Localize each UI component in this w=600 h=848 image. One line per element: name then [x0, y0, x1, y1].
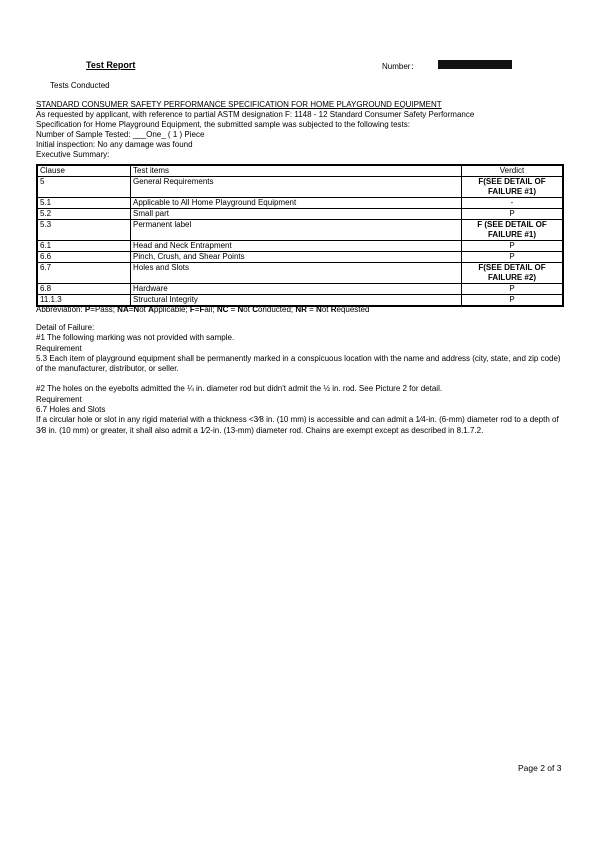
- report-title: Test Report: [86, 60, 136, 70]
- verdict-cell: F(SEE DETAIL OF FAILURE #1): [462, 177, 564, 198]
- abbr-text: ot: [139, 305, 149, 314]
- table-row: [37, 241, 563, 252]
- intro-line: As requested by applicant, with reference to partial ASTM designation F: 1148 - 12 Standard Consumer Safety Performance: [36, 110, 475, 119]
- verdict-cell: P: [462, 209, 564, 220]
- clause-cell: 6.6: [37, 252, 131, 263]
- abbr-key: N: [237, 305, 244, 314]
- clause-cell: 5.2: [37, 209, 131, 220]
- executive-summary-label: Executive Summary:: [36, 150, 110, 159]
- clause-cell: 11.1.3: [37, 295, 131, 307]
- table-row: [37, 177, 563, 198]
- abbr-key: NR: [295, 305, 307, 314]
- abbr-text: onducted;: [257, 305, 296, 314]
- executive-summary-table: [36, 164, 564, 307]
- intro-block: [36, 100, 566, 160]
- verdict-cell: P: [462, 241, 564, 252]
- abbr-text: =Pass;: [90, 305, 118, 314]
- failure-1-requirement-text: 5.3 Each item of playground equipment shall be permanently marked in a conspicuous location with the name and address (city, state, and zip code) of the manufacturer, distributor, or seller.: [36, 353, 561, 374]
- verdict-cell: P: [462, 252, 564, 263]
- test-item-cell: Applicable to All Home Playground Equipment: [131, 198, 462, 209]
- failure-2-requirement-label: Requirement: [36, 394, 82, 404]
- failure-2-requirement-text: If a circular hole or slot in any rigid material with a thickness <3⁄8 in. (10 mm) is accessible and can admit a 1⁄4-in. (6-mm) diameter rod to a depth of 3⁄8 in. (10 mm) or greater, it shall also admit a 1⁄2-in. (13-mm) diameter rod. Chains are exempt except as described in 8.1.7.2.: [36, 415, 559, 435]
- tests-conducted-label: Tests Conducted: [50, 81, 110, 90]
- test-item-cell: Hardware: [131, 284, 462, 295]
- verdict-cell: -: [462, 198, 564, 209]
- failure-details: [36, 323, 564, 436]
- column-header-verdict: Verdict: [462, 165, 564, 177]
- clause-cell: 5.1: [37, 198, 131, 209]
- test-item-cell: Structural Integrity: [131, 295, 462, 307]
- abbr-text: ail;: [204, 305, 217, 314]
- detail-heading: Detail of Failure:: [36, 323, 95, 332]
- column-header-clause: Clause: [37, 165, 131, 177]
- abbr-key: NA: [117, 305, 129, 314]
- sample-count-line: Number of Sample Tested: ___One_ ( 1 ) Piece: [36, 130, 205, 139]
- test-item-cell: Head and Neck Entrapment: [131, 241, 462, 252]
- test-item-cell: General Requirements: [131, 177, 462, 198]
- report-number-label: Number：: [382, 62, 419, 71]
- abbr-text: pplicable;: [153, 305, 190, 314]
- table-row: [37, 263, 563, 284]
- abbr-text: ot: [243, 305, 253, 314]
- abbr-key: N: [316, 305, 322, 314]
- abbreviation-line: [36, 305, 369, 314]
- failure-1-requirement-label: Requirement: [36, 343, 82, 353]
- abbr-text: ot: [321, 305, 331, 314]
- abbr-key: C: [252, 305, 258, 314]
- test-item-cell: Small part: [131, 209, 462, 220]
- abbr-key: F: [199, 305, 205, 314]
- table-row: [37, 209, 563, 220]
- table-row: [37, 198, 563, 209]
- test-item-cell: Permanent label: [131, 220, 462, 241]
- clause-cell: 5: [37, 177, 131, 198]
- abbr-text: =: [306, 305, 317, 314]
- verdict-cell: F (SEE DETAIL OF FAILURE #1): [462, 220, 564, 241]
- clause-cell: 6.8: [37, 284, 131, 295]
- intro-line: Specification for Home Playground Equipment, the submitted sample was subjected to the following tests:: [36, 120, 410, 129]
- verdict-cell: P: [462, 295, 564, 307]
- clause-cell: 6.7: [37, 263, 131, 284]
- table-row: [37, 252, 563, 263]
- abbr-key: P: [84, 305, 91, 314]
- failure-2-title: #2 The holes on the eyebolts admitted the ¼ in. diameter rod but didn't admit the ½ in. rod. See Picture 2 for detail.: [36, 384, 443, 394]
- verdict-cell: P: [462, 284, 564, 295]
- table-row: [37, 220, 563, 241]
- abbr-key: N: [133, 305, 140, 314]
- verdict-cell: F(SEE DETAIL OF FAILURE #2): [462, 263, 564, 284]
- failure-2-subheading: 6.7 Holes and Slots: [36, 405, 106, 415]
- table-row: [37, 284, 563, 295]
- abbr-text: =: [228, 305, 238, 314]
- table-header-row: [37, 165, 563, 177]
- test-item-cell: Holes and Slots: [131, 263, 462, 284]
- abbr-text: equested: [336, 305, 370, 314]
- abbr-key: A: [148, 305, 154, 314]
- page-number: Page 2 of 3: [518, 763, 562, 773]
- failure-1-title: #1 The following marking was not provided with sample.: [36, 333, 235, 343]
- test-item-cell: Pinch, Crush, and Shear Points: [131, 252, 462, 263]
- abbr-key: F: [189, 305, 195, 314]
- column-header-test-items: Test items: [131, 165, 462, 177]
- abbreviation-prefix: Abbreviation:: [36, 305, 85, 314]
- spacer: [36, 374, 564, 384]
- clause-cell: 5.3: [37, 220, 131, 241]
- standard-heading: STANDARD CONSUMER SAFETY PERFORMANCE SPECIFICATION FOR HOME PLAYGROUND EQUIPMENT: [36, 100, 442, 109]
- redacted-report-number: [438, 60, 512, 69]
- initial-inspection-line: Initial inspection: No any damage was found: [36, 140, 193, 149]
- abbr-text: =: [128, 305, 134, 314]
- abbr-text: =: [194, 305, 200, 314]
- abbr-key: NC: [216, 305, 229, 314]
- abbr-key: R: [330, 305, 337, 314]
- clause-cell: 6.1: [37, 241, 131, 252]
